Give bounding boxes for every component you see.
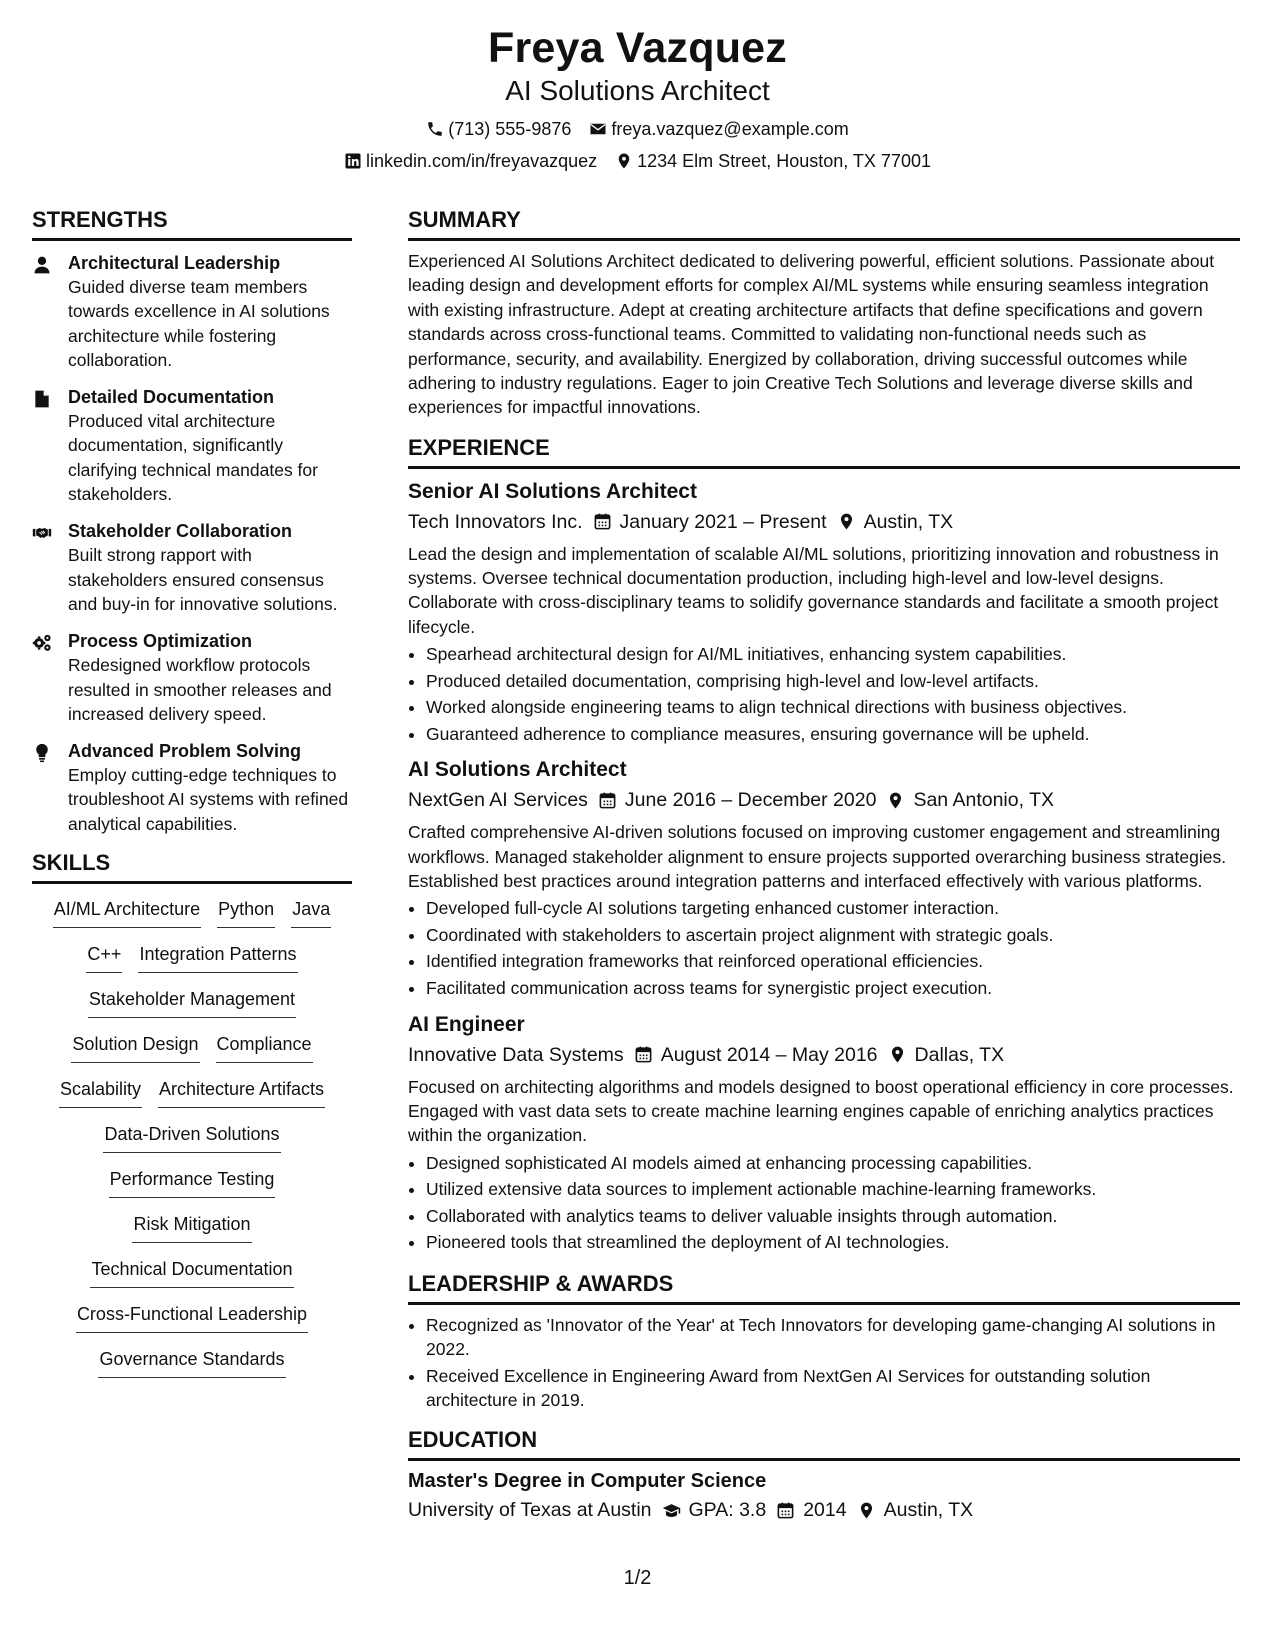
job-bullet: • Designed sophisticated AI models aimed at enhancing processing capabilities.	[426, 1150, 1240, 1177]
job-bullet: • Worked alongside engineering teams to align technical directions with business objectives.	[426, 694, 1240, 721]
job-entry	[408, 755, 1240, 1001]
job-bullets	[408, 895, 1240, 1001]
skill-tag: Stakeholder Management	[88, 987, 296, 1018]
linkedin-contact	[344, 149, 597, 173]
map-pin-icon	[857, 1501, 876, 1520]
strength-desc: Redesigned workflow protocols resulted in smoother releases and increased delivery speed.	[68, 655, 332, 724]
strength-title: Process Optimization	[68, 631, 253, 652]
skill-row	[32, 1297, 352, 1342]
job-description: Focused on architecting algorithms and models designed to boost operational efficiency in core processes. Engaged with vast data sets to create machine learning engines capable of enriching analytics practices within the organization.	[408, 1076, 1234, 1146]
job-entry	[408, 477, 1240, 748]
skill-tag: C++	[86, 942, 122, 973]
calendar-icon	[593, 512, 612, 531]
job-company: Tech Innovators Inc.	[408, 510, 583, 533]
page-number: 1/2	[623, 1567, 652, 1589]
skill-tag: Risk Mitigation	[132, 1212, 251, 1243]
job-bullet: • Spearhead architectural design for AI/ML initiatives, enhancing system capabilities.	[426, 641, 1240, 668]
file-icon	[32, 389, 52, 409]
job-bullet: • Pioneered tools that streamlined the deployment of AI technologies.	[426, 1229, 1240, 1256]
job-location: San Antonio, TX	[913, 789, 1055, 812]
award-item: • Recognized as 'Innovator of the Year' at Tech Innovators for developing game-changing AI solutions in 2022.	[426, 1313, 1240, 1362]
job-title: Senior AI Solutions Architect	[408, 479, 697, 503]
right-column	[408, 206, 1240, 1524]
job-company: Innovative Data Systems	[408, 1043, 624, 1066]
awards-list	[408, 1313, 1240, 1412]
email-text: freya.vazquez@example.com	[611, 119, 849, 139]
skill-row	[32, 1207, 352, 1252]
job-bullet: • Developed full-cycle AI solutions targeting enhanced customer interaction.	[426, 895, 1240, 922]
skill-row	[32, 1117, 352, 1162]
skill-tag: Architecture Artifacts	[158, 1077, 325, 1108]
job-bullets	[408, 641, 1240, 747]
calendar-icon	[776, 1501, 795, 1520]
job-title: AI Solutions Architect	[408, 758, 627, 782]
experience-heading: EXPERIENCE	[408, 434, 1240, 469]
job-dates: June 2016 – December 2020	[624, 789, 877, 812]
map-pin-icon	[886, 791, 905, 810]
award-item: • Received Excellence in Engineering Award from NextGen AI Services for outstanding solution architecture in 2019.	[426, 1364, 1240, 1413]
skills-heading: SKILLS	[32, 849, 352, 884]
lightbulb-icon	[32, 743, 52, 763]
user-icon	[32, 255, 52, 275]
job-bullet: • Facilitated communication across teams for synergistic project execution.	[426, 975, 1240, 1002]
job-bullet: • Guaranteed adherence to compliance measures, ensuring governance will be upheld.	[426, 721, 1240, 748]
strength-desc: Employ cutting-edge techniques to troubleshoot AI systems with refined analytical capabilities.	[68, 765, 349, 834]
job-meta	[408, 1041, 1240, 1069]
skill-row	[32, 1072, 352, 1117]
skill-row	[32, 1342, 352, 1387]
job-description: Lead the design and implementation of scalable AI/ML solutions, prioritizing innovation and robustness in systems. Oversee technical documentation production, including high-level and low-level designs. Collaborate with cross-disciplinary teams to solidify governance standards and facilitate a smooth project lifecycle.	[408, 543, 1219, 637]
skill-tag: Performance Testing	[109, 1167, 276, 1198]
candidate-name: Freya Vazquez	[488, 24, 787, 72]
skill-tag: Integration Patterns	[138, 942, 297, 973]
envelope-icon	[589, 120, 607, 138]
education-heading: EDUCATION	[408, 1426, 1240, 1461]
map-pin-icon	[888, 1045, 907, 1064]
skill-tag: Technical Documentation	[90, 1257, 293, 1288]
job-dates: January 2021 – Present	[619, 510, 827, 533]
job-bullet: • Utilized extensive data sources to implement actionable machine-learning frameworks.	[426, 1176, 1240, 1203]
resume-header	[0, 22, 1275, 173]
strength-title: Detailed Documentation	[68, 387, 275, 408]
left-column	[32, 206, 352, 1387]
skill-row	[32, 982, 352, 1027]
address-text: 1234 Elm Street, Houston, TX 77001	[637, 151, 931, 171]
phone-icon	[426, 120, 444, 138]
job-title: AI Engineer	[408, 1012, 525, 1036]
summary-text: Experienced AI Solutions Architect dedicated to delivering powerful, efficient solutions. Passionate about leading design and development efforts for complex AI/ML systems while ensuring seamless integration with existing infrastructure. Adept at creating architecture artifacts that define specifications and govern standards across cross-functional teams. Committed to validating non-functional needs such as performance, security, and availability. Energized by collaboration, driving successful outcomes while adhering to industry regulations. Eager to join Creative Tech Solutions and leverage diverse skills and experiences for impactful innovations.	[408, 251, 1215, 418]
leadership-heading: LEADERSHIP & AWARDS	[408, 1270, 1240, 1305]
contact-line-2	[0, 149, 1275, 173]
linkedin-icon	[344, 152, 362, 170]
strength-title: Advanced Problem Solving	[68, 741, 302, 762]
phone-contact	[426, 117, 571, 141]
skill-row	[32, 937, 352, 982]
gears-icon	[32, 633, 52, 653]
skill-row	[32, 1027, 352, 1072]
strength-title: Stakeholder Collaboration	[68, 521, 293, 542]
skill-row	[32, 1162, 352, 1207]
phone-text: (713) 555-9876	[448, 119, 572, 139]
job-meta	[408, 508, 1240, 536]
job-dates: August 2014 – May 2016	[660, 1043, 878, 1066]
contact-line-1	[0, 117, 1275, 141]
strength-desc: Produced vital architecture documentation, significantly clarifying technical mandates for stakeholders.	[68, 411, 318, 505]
strengths-heading: STRENGTHS	[32, 206, 352, 241]
strength-desc: Built strong rapport with stakeholders ensured consensus and buy-in for innovative solutions.	[68, 545, 338, 614]
handshake-icon	[32, 523, 52, 543]
education-meta	[408, 1496, 1240, 1524]
calendar-icon	[598, 791, 617, 810]
skill-tag: Data-Driven Solutions	[103, 1122, 280, 1153]
email-contact	[589, 117, 848, 141]
skill-tag: Scalability	[59, 1077, 142, 1108]
job-bullet: • Produced detailed documentation, comprising high-level and low-level artifacts.	[426, 668, 1240, 695]
map-pin-icon	[615, 152, 633, 170]
strength-item	[32, 519, 352, 616]
strength-item	[32, 629, 352, 726]
strength-item	[32, 385, 352, 506]
linkedin-text: linkedin.com/in/freyavazquez	[366, 151, 598, 171]
education-year: 2014	[803, 1499, 847, 1522]
job-location: Dallas, TX	[914, 1043, 1005, 1066]
job-meta	[408, 786, 1240, 814]
skill-tag: Python	[217, 897, 275, 928]
skill-tag: Java	[291, 897, 331, 928]
job-bullet: • Collaborated with analytics teams to deliver valuable insights through automation.	[426, 1203, 1240, 1230]
calendar-icon	[634, 1045, 653, 1064]
job-bullets	[408, 1150, 1240, 1256]
strength-item	[32, 739, 352, 836]
summary-heading: SUMMARY	[408, 206, 1240, 241]
skills-list	[32, 892, 352, 1387]
education-location: Austin, TX	[883, 1499, 974, 1522]
skill-row	[32, 1252, 352, 1297]
skill-tag: Governance Standards	[98, 1347, 285, 1378]
job-entry	[408, 1010, 1240, 1256]
skill-tag: Compliance	[216, 1032, 313, 1063]
job-bullet: • Identified integration frameworks that reinforced operational efficiencies.	[426, 948, 1240, 975]
skill-tag: Cross-Functional Leadership	[76, 1302, 308, 1333]
job-bullet: • Coordinated with stakeholders to ascertain project alignment with strategic goals.	[426, 922, 1240, 949]
skill-tag: AI/ML Architecture	[53, 897, 201, 928]
candidate-title: AI Solutions Architect	[505, 75, 770, 106]
graduation-cap-icon	[662, 1501, 681, 1520]
skill-tag: Solution Design	[71, 1032, 199, 1063]
job-location: Austin, TX	[863, 510, 954, 533]
strength-desc: Guided diverse team members towards excellence in AI solutions architecture while fostering collaboration.	[68, 277, 330, 370]
strength-item	[32, 251, 352, 372]
job-description: Crafted comprehensive AI-driven solutions focused on improving customer engagement and streamlining workflows. Managed stakeholder alignment to ensure projects supported overarching business strategies. Established best practices around integration patterns and interfaced effectively with various platforms.	[408, 822, 1227, 891]
education-school: University of Texas at Austin	[408, 1499, 652, 1522]
strength-title: Architectural Leadership	[68, 253, 281, 273]
education-degree: Master's Degree in Computer Science	[408, 1470, 767, 1493]
education-gpa: GPA: 3.8	[688, 1499, 767, 1522]
skill-row	[32, 892, 352, 937]
address-contact	[615, 149, 931, 173]
job-company: NextGen AI Services	[408, 789, 588, 812]
strengths-list	[32, 251, 352, 836]
map-pin-icon	[837, 512, 856, 531]
